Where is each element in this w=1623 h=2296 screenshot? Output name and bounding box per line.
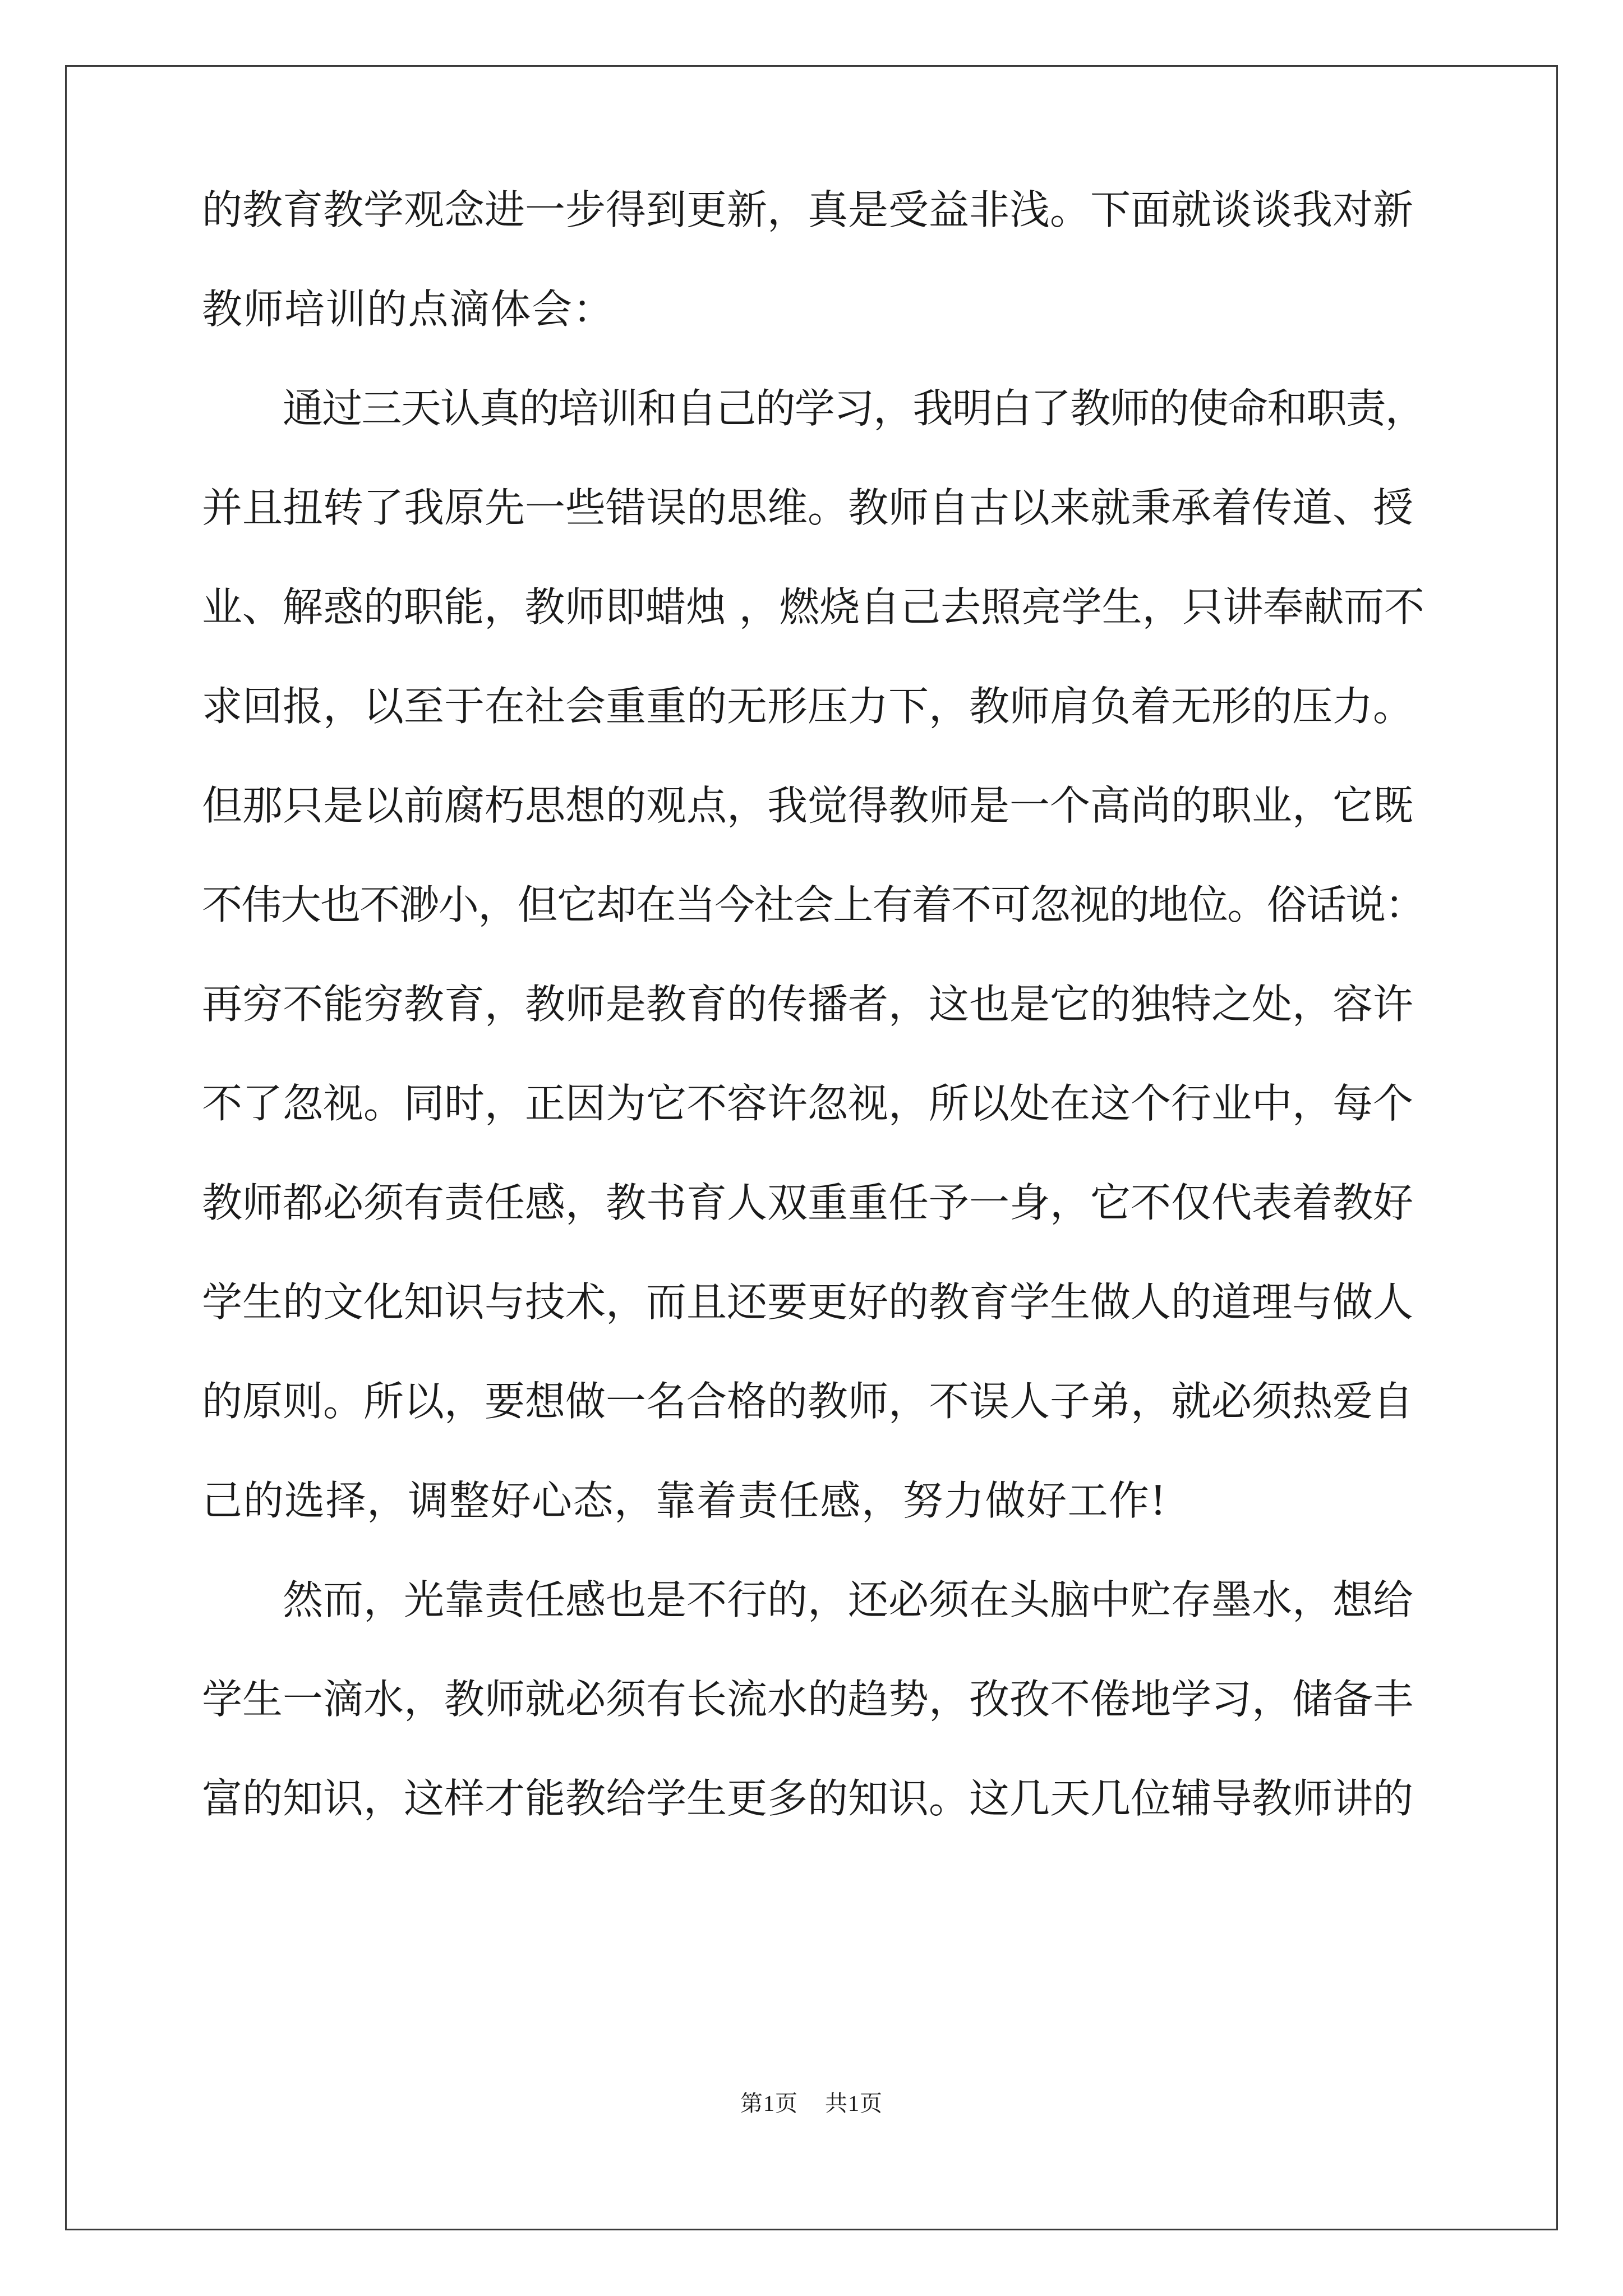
page-number-current: 第1页 xyxy=(740,2091,798,2116)
text-line: 并且扭转了我原先一些错误的思维。教师自古以来就秉承着传道、授 xyxy=(202,484,1414,531)
text-line: 教师培训的点滴体会： xyxy=(202,286,615,333)
page-footer xyxy=(0,2086,1623,2118)
text-line: 然而，光靠责任感也是不行的，还必须在头脑中贮存墨水，想给 xyxy=(283,1576,1414,1623)
document-body xyxy=(202,186,1425,1878)
text-line: 但那只是以前腐朽思想的观点，我觉得教师是一个高尚的职业，它既 xyxy=(202,782,1414,829)
text-line: 通过三天认真的培训和自己的学习，我明白了教师的使命和职责， xyxy=(283,385,1425,432)
page-number-total: 共1页 xyxy=(825,2091,883,2116)
text-line: 的教育教学观念进一步得到更新，真是受益非浅。下面就谈谈我对新 xyxy=(202,186,1414,233)
text-line: 再穷不能穷教育，教师是教育的传播者，这也是它的独特之处，容许 xyxy=(202,981,1414,1028)
text-line: 求回报，以至于在社会重重的无形压力下，教师肩负着无形的压力。 xyxy=(202,683,1414,730)
text-line: 富的知识，这样才能教给学生更多的知识。这几天几位辅导教师讲的 xyxy=(202,1775,1414,1822)
text-line: 业、解惑的职能，教师即蜡烛 ，燃烧自己去照亮学生，只讲奉献而不 xyxy=(202,583,1424,631)
text-line: 学生的文化知识与技术，而且还要更好的教育学生做人的道理与做人 xyxy=(202,1278,1414,1326)
text-line: 学生一滴水，教师就必须有长流水的趋势，孜孜不倦地学习，储备丰 xyxy=(202,1676,1414,1723)
text-line: 不了忽视。同时，正因为它不容许忽视，所以处在这个行业中，每个 xyxy=(202,1080,1414,1127)
text-line: 教师都必须有责任感，教书育人双重重任予一身，它不仅代表着教好 xyxy=(202,1179,1414,1226)
text-line: 的原则。所以，要想做一名合格的教师，不误人子弟，就必须热爱自 xyxy=(202,1378,1414,1425)
text-line: 不伟大也不渺小，但它却在当今社会上有着不可忽视的地位。俗话说： xyxy=(202,881,1424,928)
text-line: 己的选择，调整好心态，靠着责任感，努力做好工作! xyxy=(202,1477,1167,1524)
